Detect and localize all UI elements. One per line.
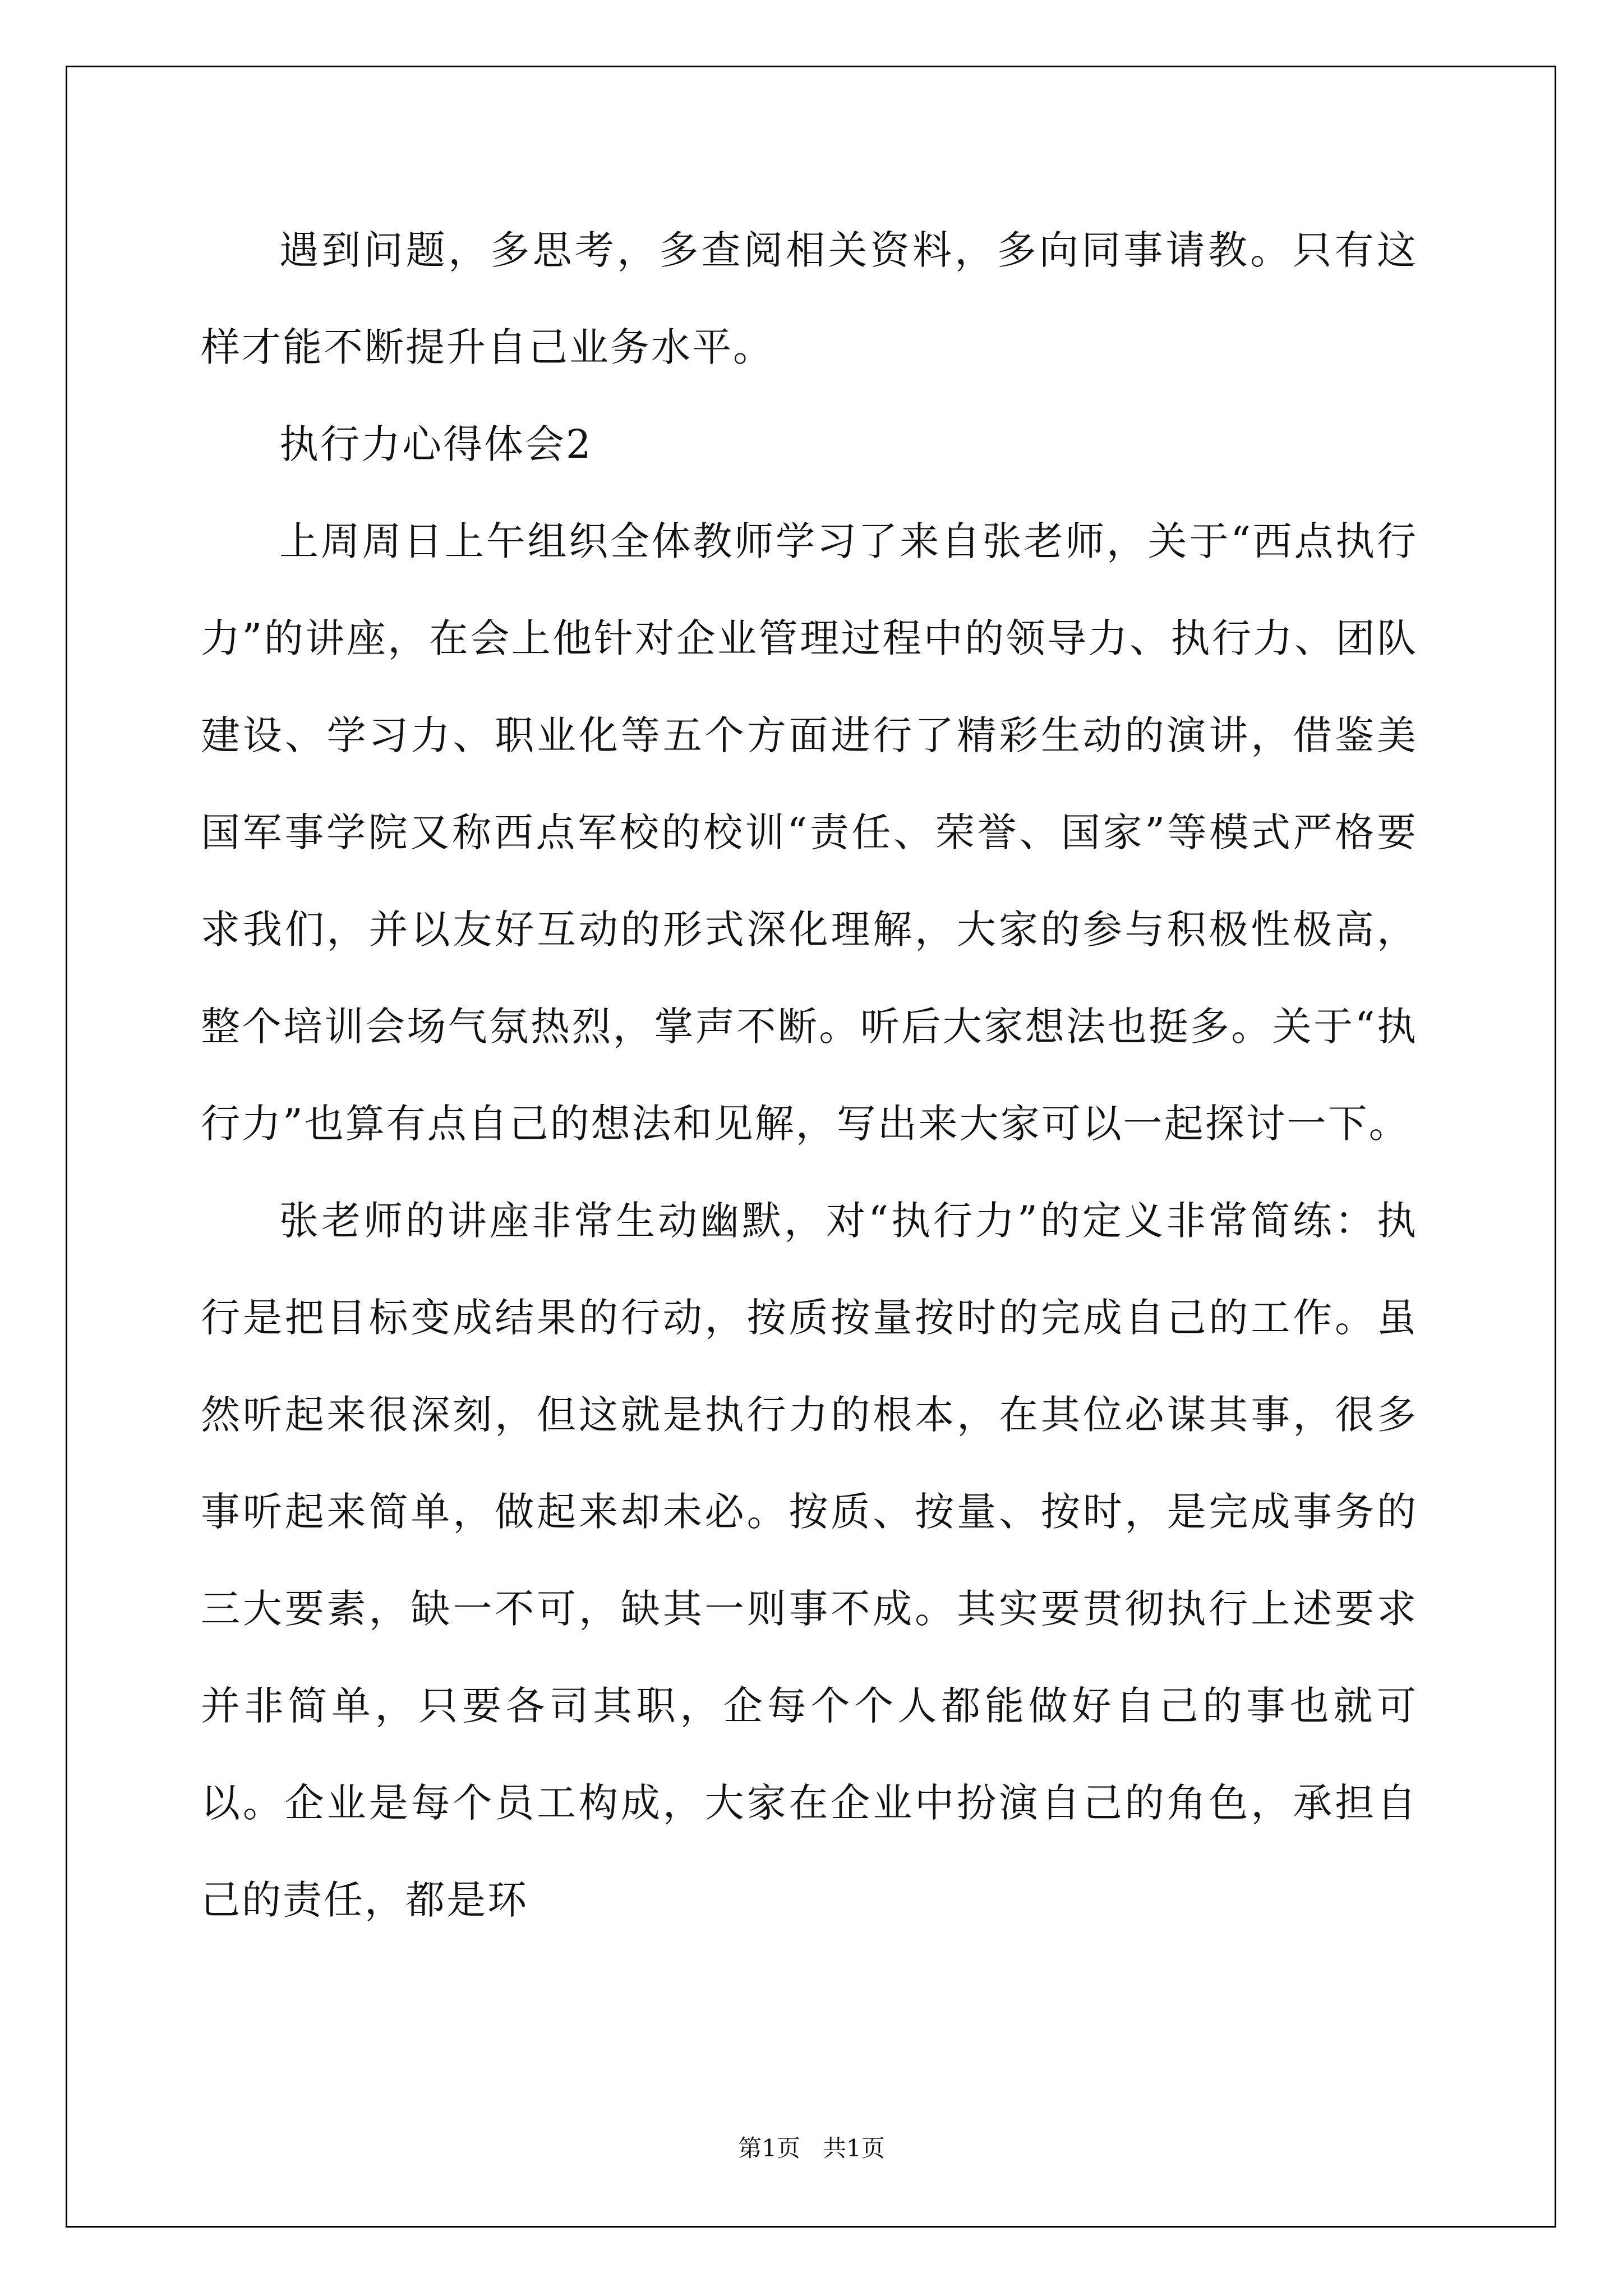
paragraph: 张老师的讲座非常生动幽默，对“执行力”的定义非常简练：执行是把目标变成结果的行动，按质按量按时的完成自己的工作。虽然听起来很深刻，但这就是执行力的根本，在其位必谋其事，很多事听起来简单，做起来却未必。按质、按量、按时，是完成事务的三大要素，缺一不可，缺其一则事不成。其实要贯彻执行上述要求并非简单，只要各司其职，企每个个人都能做好自己的事也就可以。企业是每个员工构成，大家在企业中扮演自己的角色，承担自己的责任，都是环 <box>201 1198 1418 1923</box>
paragraph: 上周周日上午组织全体教师学习了来自张老师，关于“西点执行力”的讲座，在会上他针对企业管理过程中的领导力、执行力、团队建设、学习力、职业化等五个方面进行了精彩生动的演讲，借鉴美国军事学院又称西点军校的校训“责任、荣誉、国家”等模式严格要求我们，并以友好互动的形式深化理解，大家的参与积极性极高，整个培训会场气氛热烈，掌声不断。听后大家想法也挺多。关于“执行力”也算有点自己的想法和见解，写出来大家可以一起探讨一下。 <box>201 518 1418 1147</box>
section-heading: 执行力心得体会2 <box>279 421 593 467</box>
page-total: 共1页 <box>823 2134 885 2162</box>
document-body <box>201 202 1418 1949</box>
page-footer <box>0 2132 1623 2165</box>
paragraph: 遇到问题，多思考，多查阅相关资料，多向同事请教。只有这样才能不断提升自己业务水平。 <box>201 227 1418 370</box>
page-number: 第1页 <box>738 2134 800 2162</box>
